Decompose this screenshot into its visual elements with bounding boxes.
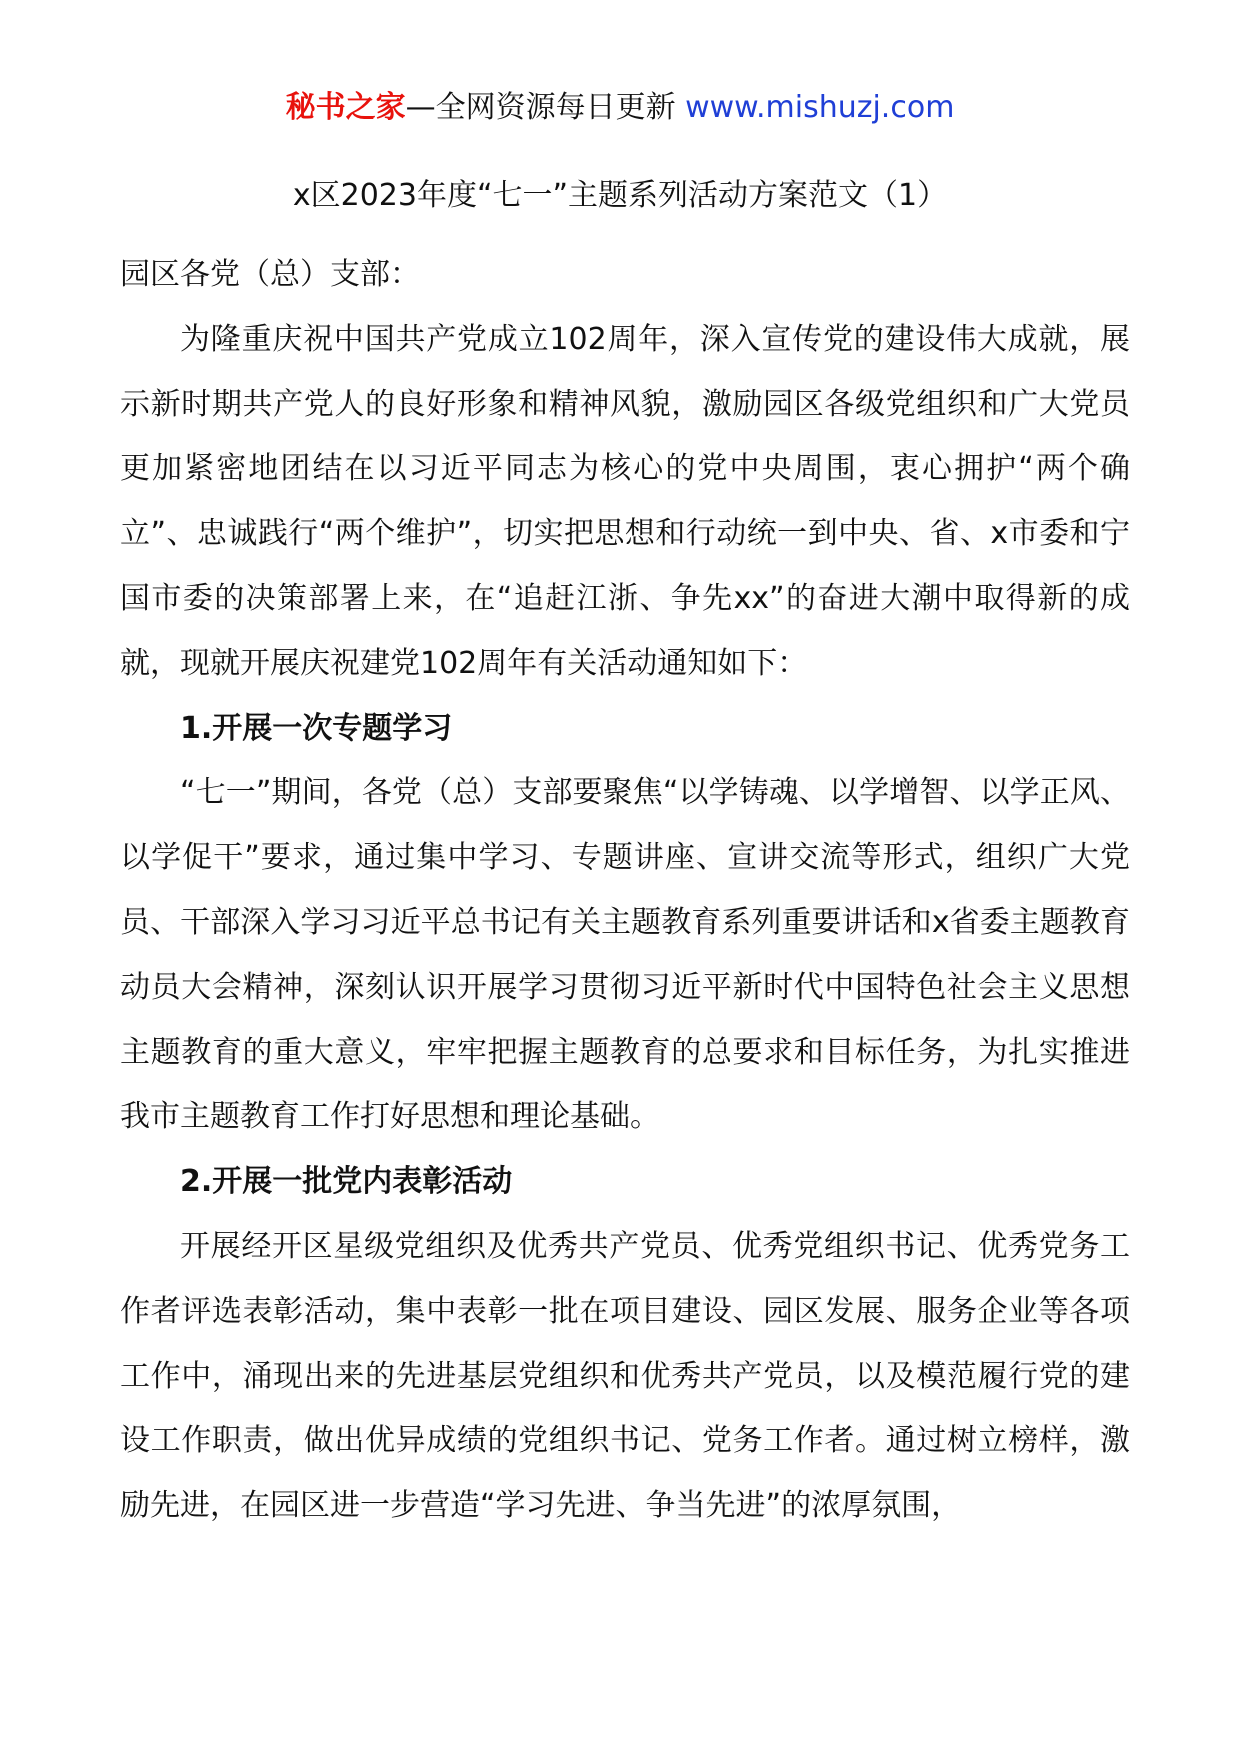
- header-tagline: —全网资源每日更新: [405, 90, 676, 125]
- section-heading: 1.开展一次专题学习: [180, 710, 453, 746]
- section-paragraph: “七一”期间，各党（总）支部要聚焦“以学铸魂、以学增智、以学正风、以学促干”要求，通过集中学习、专题讲座、宣讲交流等形式，组织广大党员、干部深入学习习近平总书记有关主题教育系列重要讲话和x省委主题教育动员大会精神，深刻认识开展学习贯彻习近平新时代中国特色社会主义思想主题教育的重大意义，牢牢把握主题教育的总要求和目标任务，为扎实推进我市主题教育工作打好思想和理论基础。: [120, 775, 1130, 1135]
- section-paragraph: 开展经开区星级党组织及优秀共产党员、优秀党组织书记、优秀党务工作者评选表彰活动，集中表彰一批在项目建设、园区发展、服务企业等各项工作中，涌现出来的先进基层党组织和优秀共产党员，以及模范履行党的建设工作职责，做出优异成绩的党组织书记、党务工作者。通过树立榜样，激励先进，在园区进一步营造“学习先进、争当先进”的浓厚氛围，: [120, 1228, 1130, 1524]
- document-body: [120, 243, 1130, 1539]
- intro-paragraph: 为隆重庆祝中国共产党成立102周年，深入宣传党的建设伟大成就，展示新时期共产党人的良好形象和精神风貌，激励园区各级党组织和广大党员更加紧密地团结在以习近平同志为核心的党中央周围，衷心拥护“两个确立”、忠诚践行“两个维护”，切实把思想和行动统一到中央、省、x市委和宁国市委的决策部署上来，在“追赶江浙、争先xx”的奋进大潮中取得新的成就，现就开展庆祝建党102周年有关活动通知如下：: [120, 321, 1130, 681]
- document-title: x区2023年度“七一”主题系列活动方案范文（1）: [292, 178, 948, 213]
- brand-name: 秘书之家: [285, 90, 406, 125]
- site-url-link[interactable]: www.mishuzj.com: [675, 90, 955, 125]
- salutation: 园区各党（总）支部：: [120, 257, 420, 292]
- section-heading: 2.开展一批党内表彰活动: [180, 1164, 513, 1200]
- site-header: [0, 88, 1240, 128]
